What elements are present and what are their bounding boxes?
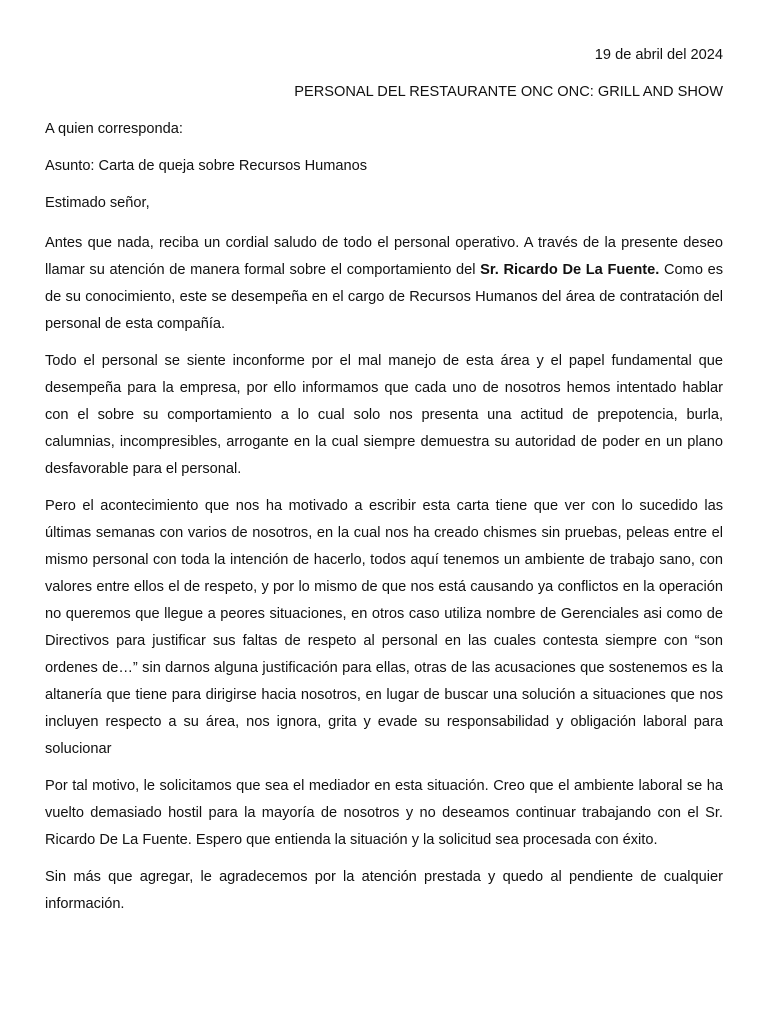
paragraph-3: Pero el acontecimiento que nos ha motivado a escribir esta carta tiene que ver con lo sucedido las últimas semanas con varios de nosotros, en la cual nos ha creado chismes sin pruebas, peleas entre el mismo personal con toda la intención de hacerlo, todos aquí tenemos un ambiente de trabajo sano, con valores entre ellos el de respeto, y por lo mismo de que nos está causando ya conflictos en la operación no queremos que llegue a peores situaciones, en otros caso utiliza nombre de Gerenciales asi como de Directivos para justificar sus faltas de respeto al personal en las cuales contesta siempre con “son ordenes de…” sin darnos alguna justificación para ellas, otras de las acusaciones que sostenemos es la altanería que tiene para dirigirse hacia nosotros, en lugar de buscar una solución a situaciones que nos incluyen respecto a su área, nos ignora, grita y evade su responsabilidad y obligación laboral para solucionar (45, 498, 723, 757)
paragraph-1-text-start: Antes que nada, reciba un cordial saludo de todo el personal operativo. A través de la presente deseo llamar su atención de manera formal sobre el comportamiento del (45, 235, 723, 278)
paragraph-1 (45, 230, 723, 338)
subject-line: Asunto: Carta de queja sobre Recursos Humanos (45, 158, 368, 174)
person-name-bold: Sr. Ricardo De La Fuente. (480, 262, 660, 278)
paragraph-2: Todo el personal se siente inconforme por el mal manejo de esta área y el papel fundamental que desempeña para la empresa, por ello informamos que cada uno de nosotros hemos intentado hablar con el sobre su comportamiento a lo cual solo nos presenta una actitud de prepotencia, burla, calumnias, incompresibles, arrogante en la cual siempre demuestra su autoridad de poder en un plano desfavorable para el personal. (45, 353, 723, 477)
paragraph-5: Sin más que agregar, le agradecemos por la atención prestada y quedo al pendiente de cualquier información. (45, 869, 723, 912)
letter-date: 19 de abril del 2024 (594, 47, 723, 63)
to-whom-line: A quien corresponda: (45, 121, 183, 137)
letter-recipient: PERSONAL DEL RESTAURANTE ONC ONC: GRILL AND SHOW (294, 84, 723, 100)
paragraph-1-text-end: Como es de su conocimiento, este se desempeña en el cargo de Recursos Humanos del área de contratación del personal de esta compañía. (45, 262, 723, 332)
paragraph-4: Por tal motivo, le solicitamos que sea el mediador en esta situación. Creo que el ambiente laboral se ha vuelto demasiado hostil para la mayoría de nosotros y no deseamos continuar trabajando con el Sr. Ricardo De La Fuente. Espero que entienda la situación y la solicitud sea procesada con éxito. (45, 778, 723, 848)
salutation: Estimado señor, (45, 195, 150, 211)
